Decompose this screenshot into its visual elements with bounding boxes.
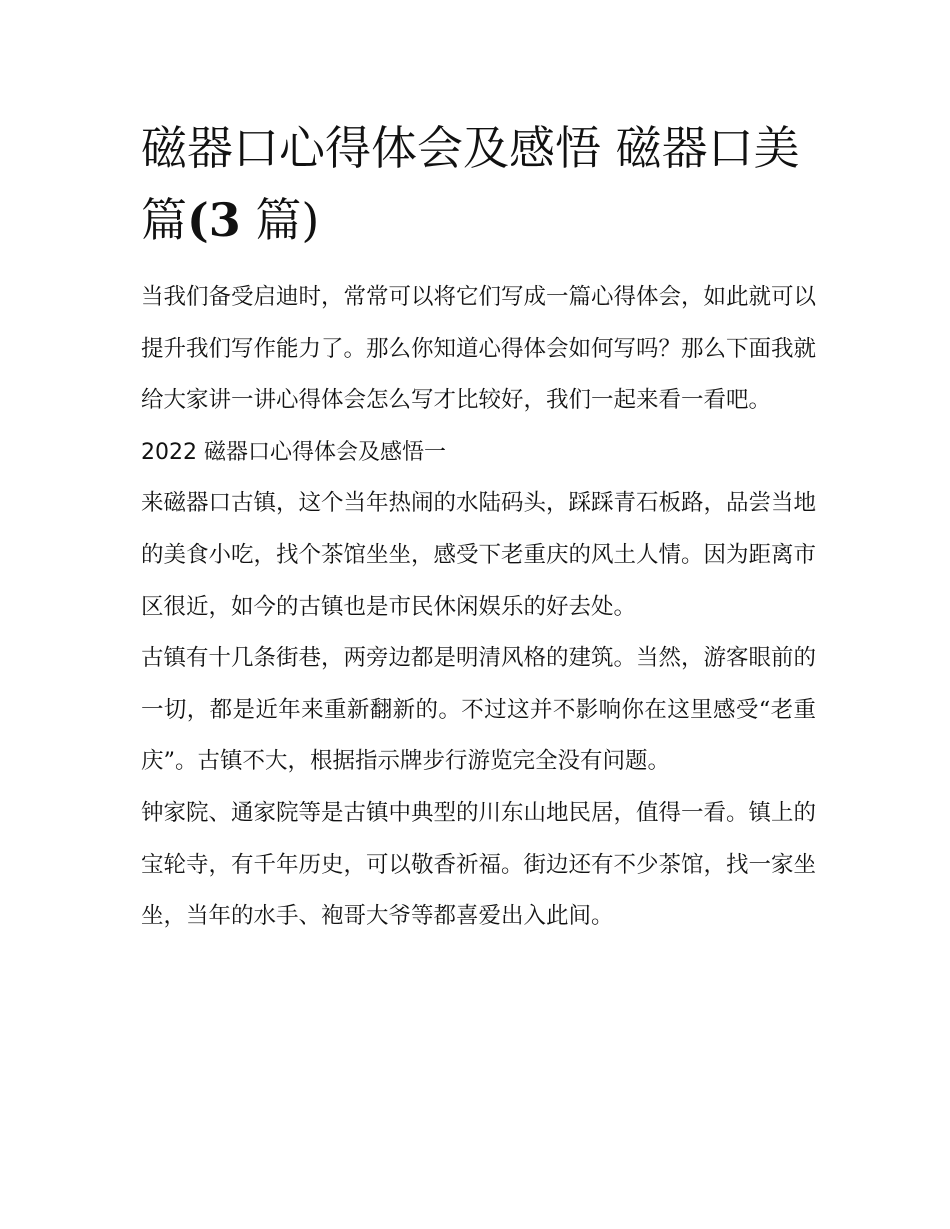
body-paragraph-1: 来磁器口古镇，这个当年热闹的水陆码头，踩踩青石板路，品尝当地的美食小吃，找个茶馆坐坐，感受下老重庆的风土人情。因为距离市区很近，如今的古镇也是市民休闲娱乐的好去处。	[141, 490, 817, 620]
section-heading: 2022 磁器口心得体会及感悟一	[141, 439, 446, 465]
title-suffix: 篇)	[240, 193, 320, 247]
body-paragraph-2: 古镇有十几条街巷，两旁边都是明清风格的建筑。当然，游客眼前的一切，都是近年来重新翻新的。不过这并不影响你在这里感受“老重庆”。古镇不大，根据指示牌步行游览完全没有问题。	[141, 645, 817, 775]
title-text: 磁器口心得体会及感悟 磁器口美篇	[141, 121, 800, 247]
intro-paragraph: 当我们备受启迪时，常常可以将它们写成一篇心得体会，如此就可以提升我们写作能力了。那么你知道心得体会如何写吗？那么下面我就给大家讲一讲心得体会怎么写才比较好，我们一起来看一看吧。	[141, 284, 817, 414]
document-page	[141, 112, 816, 943]
body-paragraph-3: 钟家院、通家院等是古镇中典型的川东山地民居，值得一看。镇上的宝轮寺，有千年历史，可以敬香祈福。街边还有不少茶馆，找一家坐坐，当年的水手、袍哥大爷等都喜爱出入此间。	[141, 799, 817, 930]
document-title	[141, 112, 816, 256]
title-count: (3	[187, 193, 241, 247]
